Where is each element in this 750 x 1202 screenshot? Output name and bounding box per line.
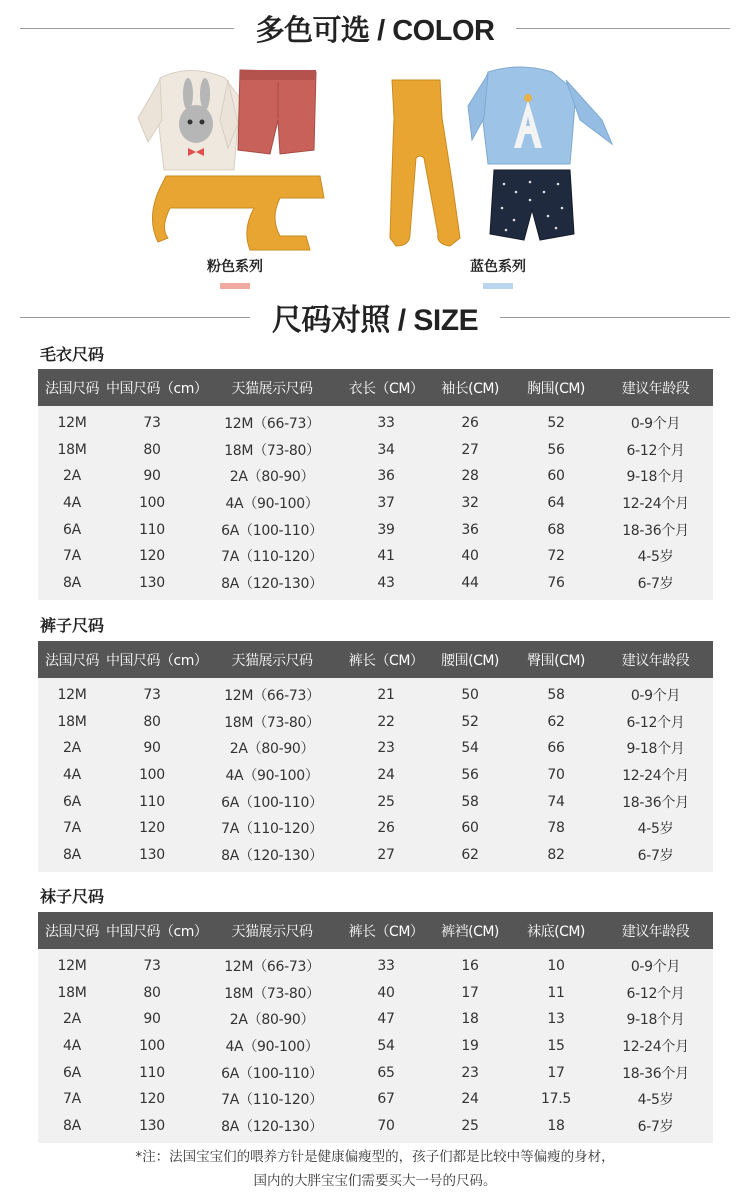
table-cell: 12-24个月 bbox=[622, 496, 689, 513]
table-cell: 40 bbox=[461, 548, 479, 565]
table-cell: 12M（66-73） bbox=[224, 959, 320, 976]
table-cell: 27 bbox=[461, 441, 479, 458]
table-cell: 130 bbox=[139, 846, 165, 863]
table-row bbox=[38, 1086, 713, 1113]
table-cell: 4A bbox=[63, 767, 81, 784]
table-row bbox=[38, 949, 713, 980]
table-cell: 17 bbox=[547, 1064, 565, 1081]
table-cell: 62 bbox=[461, 846, 479, 863]
table-cell: 12M（66-73） bbox=[224, 688, 320, 705]
table-cell: 56 bbox=[461, 767, 479, 784]
table-row bbox=[38, 1006, 713, 1033]
table-cell: 65 bbox=[377, 1064, 395, 1081]
table-cell: 2A（80-90） bbox=[229, 469, 315, 486]
table-cell: 18-36个月 bbox=[622, 1065, 689, 1082]
table-cell: 43 bbox=[377, 574, 395, 591]
table-cell: 73 bbox=[143, 958, 161, 975]
table-cell: 16 bbox=[461, 958, 479, 975]
table-cell: 8A（120-130） bbox=[221, 575, 323, 592]
table-cell: 110 bbox=[139, 521, 165, 538]
table-cell: 62 bbox=[547, 713, 565, 730]
table-cell: 18-36个月 bbox=[622, 794, 689, 811]
footnote-line: *注：法国宝宝们的喂养方针是健康偏瘦型的，孩子们都是比较中等偏瘦的身材， bbox=[135, 1149, 615, 1165]
table-cell: 19 bbox=[461, 1038, 479, 1055]
column-header: 天猫展示尺码 bbox=[231, 923, 313, 940]
table-cell: 7A（110-120） bbox=[221, 1092, 323, 1109]
table-cell: 36 bbox=[377, 468, 395, 485]
table-cell: 47 bbox=[377, 1011, 395, 1028]
table-cell: 66 bbox=[547, 740, 565, 757]
table-cell: 0-9个月 bbox=[630, 959, 681, 976]
table-cell: 100 bbox=[139, 495, 165, 512]
footnote bbox=[0, 1145, 750, 1193]
table-cell: 28 bbox=[461, 468, 479, 485]
column-header: 建议年龄段 bbox=[621, 923, 690, 940]
table-cell: 34 bbox=[377, 441, 395, 458]
column-header: 裤长（CM） bbox=[348, 652, 424, 669]
table-cell: 23 bbox=[377, 740, 395, 757]
table-cell: 8A bbox=[63, 846, 81, 863]
table-cell: 90 bbox=[143, 740, 161, 757]
table-cell: 17 bbox=[461, 984, 479, 1001]
table-cell: 4A（90-100） bbox=[225, 496, 319, 513]
table-cell: 6A bbox=[63, 521, 81, 538]
table-cell: 6-7岁 bbox=[637, 575, 674, 592]
table-cell: 54 bbox=[461, 740, 479, 757]
table-cell: 100 bbox=[139, 767, 165, 784]
table-cell: 18M（73-80） bbox=[224, 714, 320, 731]
table-cell: 4-5岁 bbox=[637, 821, 674, 838]
table-cell: 21 bbox=[377, 687, 395, 704]
table-row bbox=[38, 1033, 713, 1060]
table-cell: 9-18个月 bbox=[626, 469, 685, 486]
table-row bbox=[38, 1059, 713, 1086]
blue-outfit-image bbox=[380, 58, 680, 258]
table-cell: 80 bbox=[143, 441, 161, 458]
table-row bbox=[38, 543, 713, 570]
table-cell: 7A（110-120） bbox=[221, 549, 323, 566]
table-cell: 8A（120-130） bbox=[221, 847, 323, 864]
blue-series-label: 蓝色系列 bbox=[470, 259, 526, 275]
color-heading-en: COLOR bbox=[392, 14, 495, 47]
table-row bbox=[38, 678, 713, 709]
size-heading-en: SIZE bbox=[413, 304, 479, 337]
table-cell: 2A（80-90） bbox=[229, 741, 315, 758]
table-header-row bbox=[38, 369, 713, 406]
table-cell: 13 bbox=[547, 1011, 565, 1028]
table-cell: 4A bbox=[63, 1038, 81, 1055]
table-cell: 50 bbox=[461, 687, 479, 704]
table-cell: 4A（90-100） bbox=[225, 1039, 319, 1056]
table-cell: 24 bbox=[461, 1091, 479, 1108]
table-cell: 82 bbox=[547, 846, 565, 863]
table-row bbox=[38, 490, 713, 517]
table-cell: 64 bbox=[547, 495, 565, 512]
table-row bbox=[38, 709, 713, 736]
yellow-tights bbox=[152, 176, 324, 250]
table-cell: 60 bbox=[461, 820, 479, 837]
table-cell: 18 bbox=[461, 1011, 479, 1028]
bunny-sweater bbox=[138, 71, 240, 171]
table-cell: 26 bbox=[377, 820, 395, 837]
table-cell: 2A bbox=[63, 740, 81, 757]
table-cell: 130 bbox=[139, 574, 165, 591]
blue-outfit-illustration bbox=[380, 58, 680, 258]
table-cell: 73 bbox=[143, 687, 161, 704]
column-header: 建议年龄段 bbox=[621, 652, 690, 669]
table-cell: 33 bbox=[377, 958, 395, 975]
table-cell: 6-12个月 bbox=[626, 985, 685, 1002]
table-cell: 24 bbox=[377, 767, 395, 784]
table-cell: 12M bbox=[57, 415, 87, 432]
pink-series-label: 粉色系列 bbox=[207, 259, 263, 275]
table-cell: 33 bbox=[377, 415, 395, 432]
table-cell: 8A（120-130） bbox=[221, 1118, 323, 1135]
table-cell: 41 bbox=[377, 548, 395, 565]
table-header-row bbox=[38, 912, 713, 949]
table-cell: 4A bbox=[63, 495, 81, 512]
table-cell: 26 bbox=[461, 415, 479, 432]
sweater-size-table bbox=[38, 369, 713, 600]
table-cell: 6A（100-110） bbox=[221, 522, 323, 539]
table-cell: 7A（110-120） bbox=[221, 821, 323, 838]
table-cell: 44 bbox=[461, 574, 479, 591]
footnote-line: 国内的大胖宝宝们需要买大一号的尺码。 bbox=[253, 1173, 497, 1189]
column-header: 天猫展示尺码 bbox=[231, 380, 313, 397]
table-cell: 23 bbox=[461, 1064, 479, 1081]
table-cell: 76 bbox=[547, 574, 565, 591]
column-header: 胸围(CM) bbox=[527, 380, 585, 397]
column-header: 裤裆(CM) bbox=[441, 923, 499, 940]
table-cell: 90 bbox=[143, 1011, 161, 1028]
table-cell: 54 bbox=[377, 1038, 395, 1055]
navy-polka-dot-shorts bbox=[490, 170, 574, 240]
table-row bbox=[38, 406, 713, 437]
table-cell: 6-12个月 bbox=[626, 442, 685, 459]
table-cell: 12M（66-73） bbox=[224, 416, 320, 433]
column-header: 天猫展示尺码 bbox=[231, 652, 313, 669]
column-header: 中国尺码（cm） bbox=[106, 923, 208, 940]
column-header: 腰围(CM) bbox=[441, 652, 499, 669]
table-cell: 18 bbox=[547, 1117, 565, 1134]
red-shorts bbox=[238, 70, 316, 154]
table-cell: 39 bbox=[377, 521, 395, 538]
table-cell: 8A bbox=[63, 574, 81, 591]
table-cell: 56 bbox=[547, 441, 565, 458]
table-cell: 73 bbox=[143, 415, 161, 432]
table-cell: 2A bbox=[63, 468, 81, 485]
table-cell: 120 bbox=[139, 1091, 165, 1108]
table-cell: 37 bbox=[377, 495, 395, 512]
column-header: 法国尺码 bbox=[45, 380, 99, 397]
table-cell: 110 bbox=[139, 793, 165, 810]
table-cell: 6A bbox=[63, 793, 81, 810]
table-cell: 15 bbox=[547, 1038, 565, 1055]
color-heading-cn: 多色可选 bbox=[255, 12, 370, 47]
size-heading-text bbox=[272, 295, 478, 339]
table-cell: 18M（73-80） bbox=[224, 442, 320, 459]
table-row bbox=[38, 437, 713, 464]
table-cell: 80 bbox=[143, 713, 161, 730]
color-heading-text bbox=[256, 8, 495, 49]
table-cell: 4-5岁 bbox=[637, 549, 674, 566]
table-cell: 18-36个月 bbox=[622, 522, 689, 539]
table-cell: 2A bbox=[63, 1011, 81, 1028]
table-cell: 12M bbox=[57, 687, 87, 704]
table-cell: 7A bbox=[63, 1091, 81, 1108]
table-cell: 130 bbox=[139, 1117, 165, 1134]
size-heading-cn: 尺码对照 bbox=[271, 303, 390, 338]
table-cell: 18M bbox=[57, 441, 87, 458]
table-cell: 27 bbox=[377, 846, 395, 863]
table-cell: 36 bbox=[461, 521, 479, 538]
table-cell: 6A（100-110） bbox=[221, 794, 323, 811]
column-header: 袖长(CM) bbox=[441, 380, 499, 397]
letter-a-sweater bbox=[468, 67, 612, 164]
table-cell: 58 bbox=[547, 687, 565, 704]
table-cell: 9-18个月 bbox=[626, 1012, 685, 1029]
table-row bbox=[38, 463, 713, 490]
table-cell: 6A（100-110） bbox=[221, 1065, 323, 1082]
table-cell: 7A bbox=[63, 548, 81, 565]
table-cell: 12M bbox=[57, 958, 87, 975]
table-cell: 60 bbox=[547, 468, 565, 485]
table-cell: 72 bbox=[547, 548, 565, 565]
table-cell: 6-7岁 bbox=[637, 847, 674, 864]
size-heading bbox=[0, 296, 750, 338]
table-cell: 6-12个月 bbox=[626, 714, 685, 731]
table-cell: 78 bbox=[547, 820, 565, 837]
table-cell: 22 bbox=[377, 713, 395, 730]
table-row bbox=[38, 735, 713, 762]
table-cell: 9-18个月 bbox=[626, 741, 685, 758]
size-heading-separator: / bbox=[389, 304, 414, 337]
table-cell: 4A（90-100） bbox=[225, 768, 319, 785]
heading-divider-left bbox=[20, 28, 234, 29]
table-cell: 2A（80-90） bbox=[229, 1012, 315, 1029]
column-header: 裤长（CM） bbox=[348, 923, 424, 940]
color-heading bbox=[0, 8, 750, 48]
column-header: 衣长（CM） bbox=[348, 380, 424, 397]
table-row bbox=[38, 516, 713, 543]
pants-size-table bbox=[38, 641, 713, 872]
table-header-row bbox=[38, 641, 713, 678]
column-header: 建议年龄段 bbox=[621, 380, 690, 397]
sweater-size-title: 毛衣尺码 bbox=[40, 345, 105, 364]
table-cell: 58 bbox=[461, 793, 479, 810]
table-cell: 80 bbox=[143, 984, 161, 1001]
pants-size-title: 裤子尺码 bbox=[40, 616, 105, 635]
table-cell: 120 bbox=[139, 548, 165, 565]
table-cell: 8A bbox=[63, 1117, 81, 1134]
column-header: 法国尺码 bbox=[45, 923, 99, 940]
table-row bbox=[38, 570, 713, 601]
table-cell: 6A bbox=[63, 1064, 81, 1081]
table-cell: 40 bbox=[377, 984, 395, 1001]
table-cell: 4-5岁 bbox=[637, 1092, 674, 1109]
table-row bbox=[38, 980, 713, 1007]
table-cell: 17.5 bbox=[541, 1091, 571, 1108]
table-cell: 70 bbox=[377, 1117, 395, 1134]
heading-divider-left bbox=[20, 317, 250, 318]
table-cell: 100 bbox=[139, 1038, 165, 1055]
table-cell: 32 bbox=[461, 495, 479, 512]
table-row bbox=[38, 815, 713, 842]
table-cell: 11 bbox=[547, 984, 565, 1001]
table-cell: 6-7岁 bbox=[637, 1118, 674, 1135]
table-cell: 67 bbox=[377, 1091, 395, 1108]
table-cell: 18M bbox=[57, 713, 87, 730]
column-header: 中国尺码（cm） bbox=[106, 652, 208, 669]
table-cell: 0-9个月 bbox=[630, 416, 681, 433]
column-header: 袜底(CM) bbox=[527, 923, 585, 940]
table-cell: 25 bbox=[461, 1117, 479, 1134]
table-cell: 68 bbox=[547, 521, 565, 538]
blue-color-swatch bbox=[483, 283, 513, 289]
table-cell: 120 bbox=[139, 820, 165, 837]
table-cell: 90 bbox=[143, 468, 161, 485]
table-cell: 110 bbox=[139, 1064, 165, 1081]
table-cell: 18M bbox=[57, 984, 87, 1001]
table-cell: 52 bbox=[461, 713, 479, 730]
table-cell: 70 bbox=[547, 767, 565, 784]
table-cell: 12-24个月 bbox=[622, 768, 689, 785]
column-header: 臀围(CM) bbox=[527, 652, 585, 669]
table-cell: 12-24个月 bbox=[622, 1039, 689, 1056]
table-row bbox=[38, 788, 713, 815]
table-cell: 25 bbox=[377, 793, 395, 810]
table-cell: 74 bbox=[547, 793, 565, 810]
column-header: 法国尺码 bbox=[45, 652, 99, 669]
table-cell: 10 bbox=[547, 958, 565, 975]
column-header: 中国尺码（cm） bbox=[106, 380, 208, 397]
table-row bbox=[38, 842, 713, 873]
table-cell: 18M（73-80） bbox=[224, 985, 320, 1002]
heading-divider-right bbox=[516, 28, 730, 29]
table-row bbox=[38, 1113, 713, 1144]
table-cell: 52 bbox=[547, 415, 565, 432]
table-row bbox=[38, 762, 713, 789]
heading-divider-right bbox=[500, 317, 730, 318]
pink-color-swatch bbox=[220, 283, 250, 289]
color-heading-separator: / bbox=[369, 14, 393, 47]
socks-size-title: 袜子尺码 bbox=[40, 887, 105, 906]
table-cell: 0-9个月 bbox=[630, 688, 681, 705]
table-cell: 7A bbox=[63, 820, 81, 837]
socks-size-table bbox=[38, 912, 713, 1143]
yellow-tights bbox=[390, 80, 460, 246]
